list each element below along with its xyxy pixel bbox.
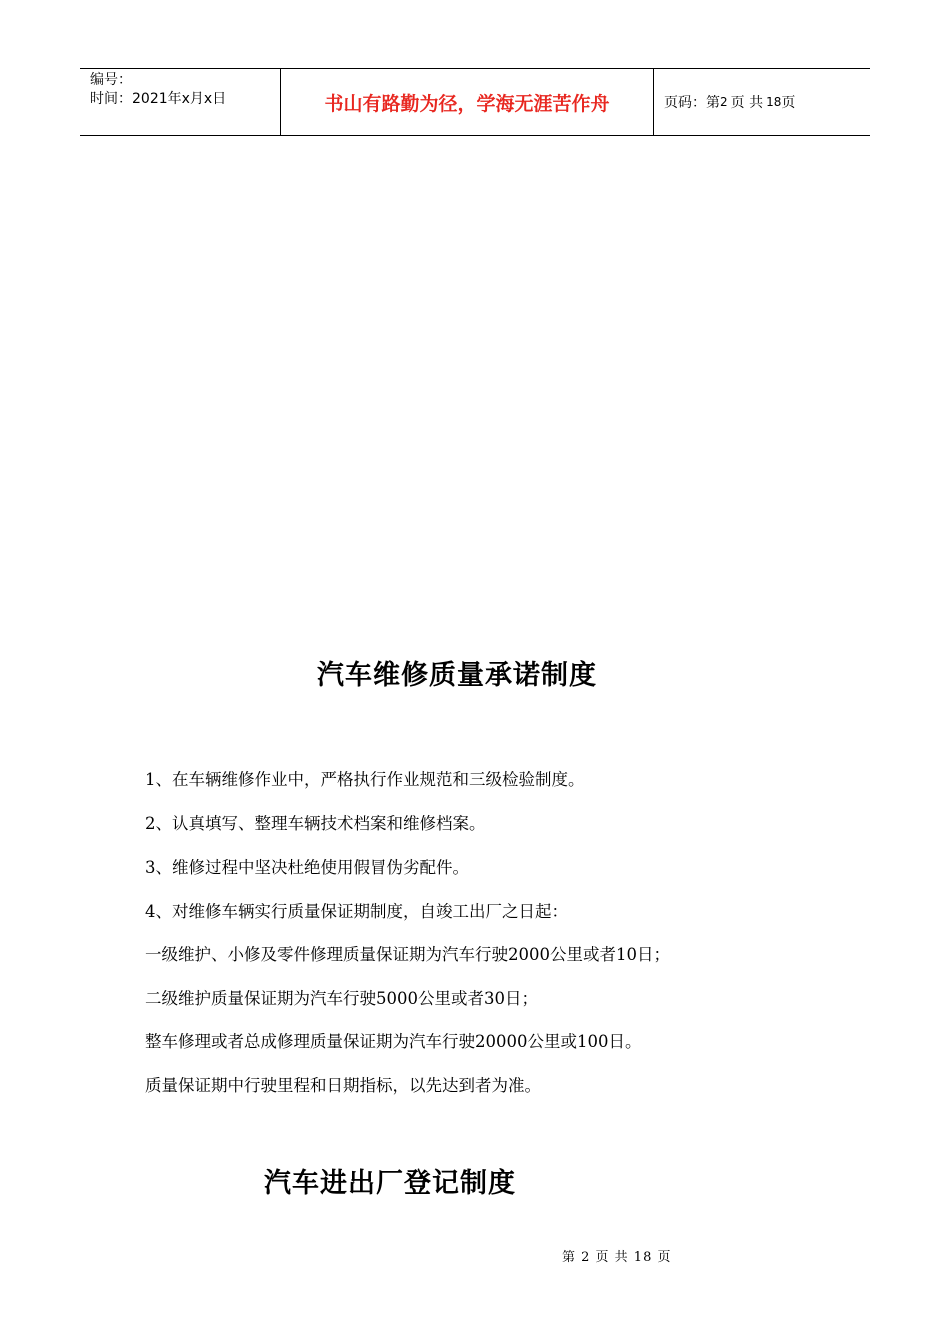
header-motto-cell — [281, 69, 654, 135]
paragraph: 4、对维修车辆实行质量保证期制度，自竣工出厂之日起： — [145, 902, 568, 921]
paragraph: 一级维护、小修及零件修理质量保证期为汽车行驶2000公里或者10日； — [145, 945, 670, 964]
page-total: 18 — [766, 95, 782, 109]
paragraph: 2、认真填写、整理车辆技术档案和维修档案。 — [145, 814, 486, 833]
page-suffix: 页 — [781, 95, 796, 111]
document-number-label: 编号： — [90, 72, 132, 88]
page-prefix: 页码：第 — [664, 95, 720, 111]
header-page-cell — [654, 69, 870, 135]
page-mid: 页 共 — [730, 95, 764, 111]
paragraph: 1、在车辆维修作业中，严格执行作业规范和三级检验制度。 — [145, 770, 585, 789]
document-time-label: 时间：2021年x月x日 — [90, 91, 227, 107]
page-current: 2 — [720, 95, 728, 109]
paragraph: 质量保证期中行驶里程和日期指标，以先达到者为准。 — [145, 1076, 541, 1095]
header-motto: 书山有路勤为径，学海无涯苦作舟 — [324, 92, 610, 115]
section-title-quality-commitment: 汽车维修质量承诺制度 — [317, 660, 597, 691]
paragraph: 3、维修过程中坚决杜绝使用假冒伪劣配件。 — [145, 858, 469, 877]
section-title-vehicle-registration: 汽车进出厂登记制度 — [264, 1168, 516, 1199]
paragraph: 整车修理或者总成修理质量保证期为汽车行驶20000公里或100日。 — [145, 1032, 642, 1051]
page-header — [80, 68, 870, 136]
paragraph: 二级维护质量保证期为汽车行驶5000公里或者30日； — [145, 989, 538, 1008]
header-info-cell — [80, 69, 281, 135]
page-footer: 第 2 页 共 18 页 — [562, 1250, 672, 1265]
